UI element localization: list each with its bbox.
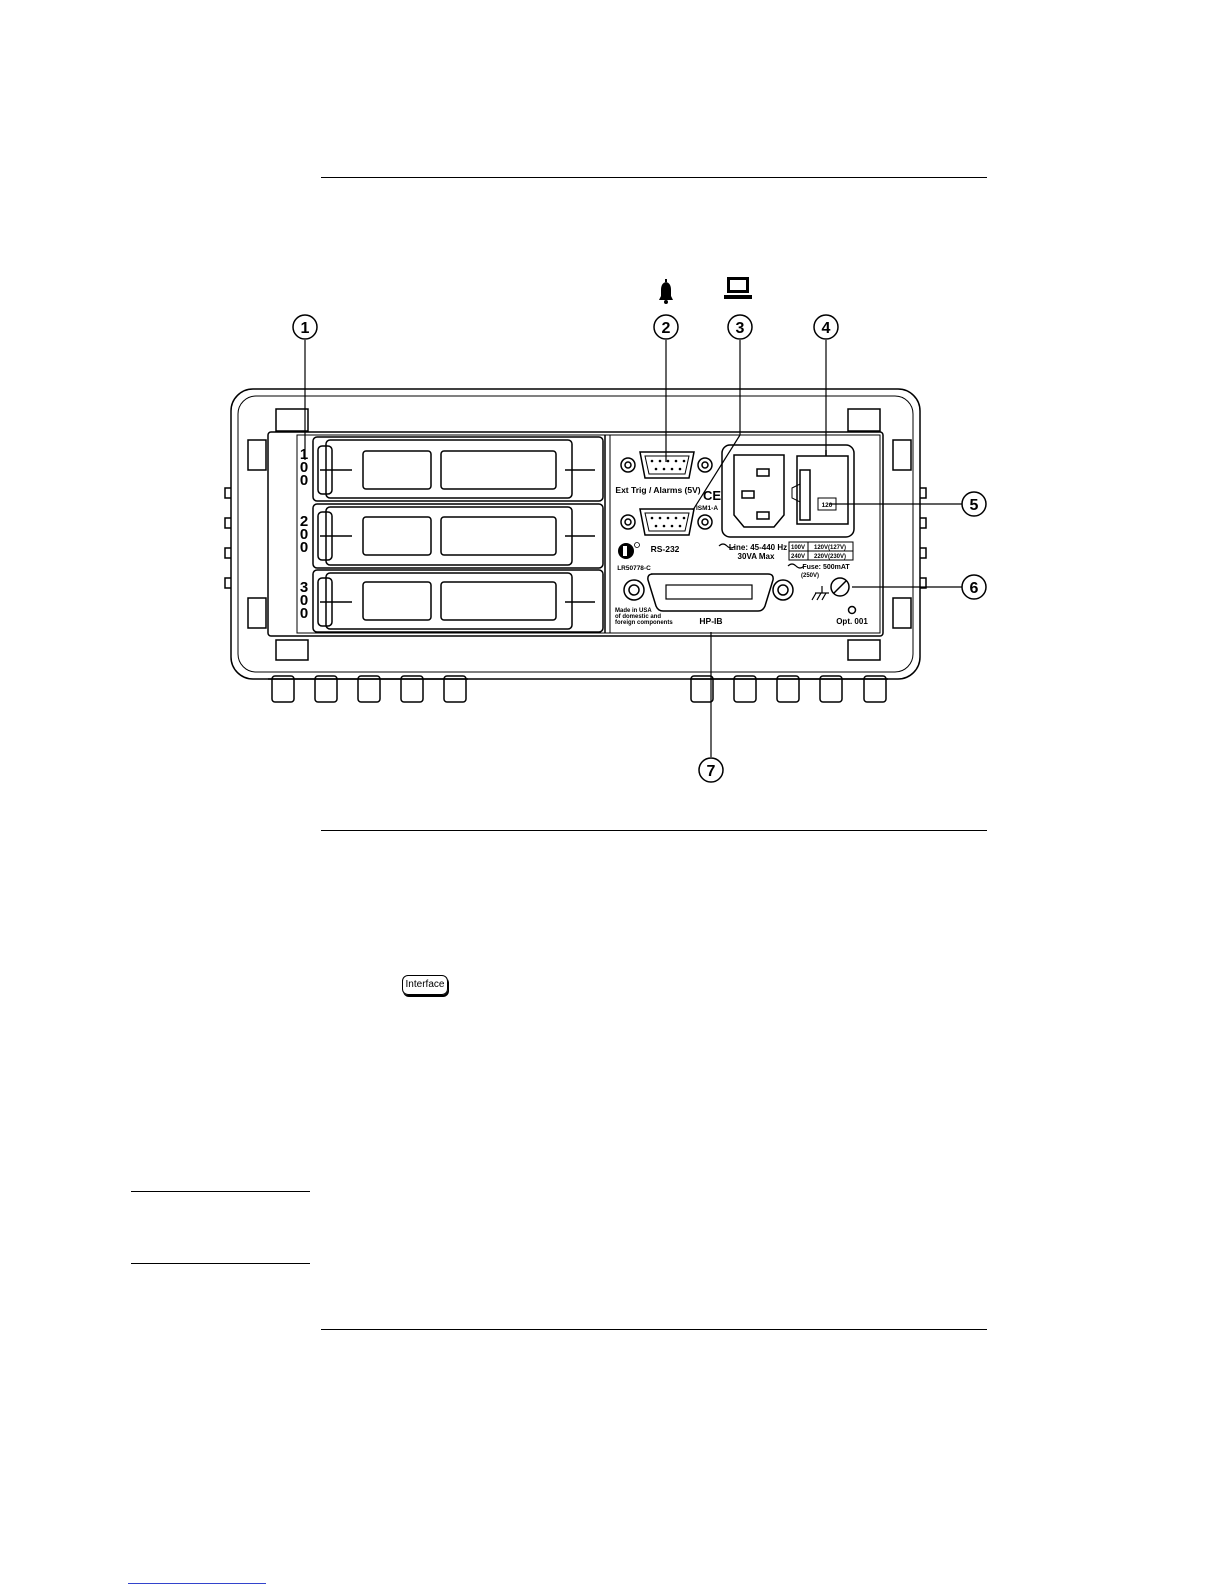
section-bottom-rule (321, 1329, 987, 1330)
ext-trig-label: Ext Trig / Alarms (5V) (615, 485, 701, 495)
ground-screw[interactable] (831, 578, 849, 596)
callout-1 (293, 315, 317, 339)
note-top-rule (131, 1191, 310, 1192)
hpib-label: HP-IB (699, 616, 723, 626)
svg-text:3: 3 (735, 320, 745, 337)
opt-001-label: Opt. 001 (836, 617, 868, 626)
csa-mark (618, 543, 640, 560)
svg-text:6: 6 (969, 580, 979, 597)
opt-001-hole (849, 607, 856, 614)
svg-text:5: 5 (969, 497, 979, 514)
module-slot-300 (313, 570, 603, 632)
svg-text:Line: 45-440 Hz: Line: 45-440 Hz (728, 543, 788, 552)
ism-label: ISM1-A (695, 505, 719, 512)
svg-text:Fuse: 500mAT: Fuse: 500mAT (802, 564, 850, 571)
alarm-bell-icon (659, 279, 673, 304)
rs232-label: RS-232 (650, 544, 680, 554)
hpib-connector[interactable] (624, 574, 793, 611)
callout-6 (962, 575, 986, 599)
interface-key: Interface (402, 975, 448, 995)
svg-text:100V: 100V (790, 545, 806, 551)
ext-trig-alarms-connector[interactable] (621, 452, 712, 478)
svg-text:of domestic and: of domestic and (615, 614, 662, 620)
line-rating (719, 543, 787, 561)
svg-text:Made in USA: Made in USA (615, 608, 652, 614)
callout-7 (699, 758, 723, 782)
svg-text:1: 1 (300, 320, 310, 337)
csa-code: LR50778-C (617, 565, 651, 572)
svg-text:(250V): (250V) (800, 573, 820, 579)
module-slot-200 (313, 504, 603, 568)
slot-label-100: 1 0 0 (299, 446, 309, 489)
svg-text:2: 2 (661, 320, 671, 337)
fuse-rating (788, 564, 850, 579)
callout-4 (814, 315, 838, 339)
power-inlet[interactable] (722, 445, 854, 537)
svg-text:240V: 240V (790, 554, 806, 560)
svg-text:4: 4 (821, 320, 831, 337)
svg-text:220V(230V): 220V(230V) (813, 554, 847, 560)
note-bottom-rule (131, 1263, 310, 1264)
figure-bottom-rule (321, 830, 987, 831)
callout-2 (654, 315, 678, 339)
svg-text:foreign components: foreign components (615, 620, 673, 626)
voltage-table (789, 542, 853, 560)
svg-text:7: 7 (706, 763, 716, 780)
module-slot-100 (313, 437, 603, 501)
ground-symbol-icon (812, 586, 829, 600)
chassis-feet (268, 676, 888, 702)
callout-5 (962, 492, 986, 516)
computer-icon (724, 277, 752, 299)
slot-labels (300, 446, 308, 622)
svg-text:30VA Max: 30VA Max (737, 552, 775, 561)
slot-label-300: 3 0 0 (299, 579, 309, 622)
rs232-connector[interactable] (621, 509, 712, 535)
slot-label-200: 2 0 0 (299, 513, 309, 556)
chassis (225, 389, 926, 679)
fuse-holder[interactable] (792, 450, 848, 524)
svg-text:120V(127V): 120V(127V) (813, 545, 847, 551)
svg-text:120: 120 (821, 502, 833, 509)
ce-mark: CE (702, 488, 722, 503)
callout-3 (728, 315, 752, 339)
